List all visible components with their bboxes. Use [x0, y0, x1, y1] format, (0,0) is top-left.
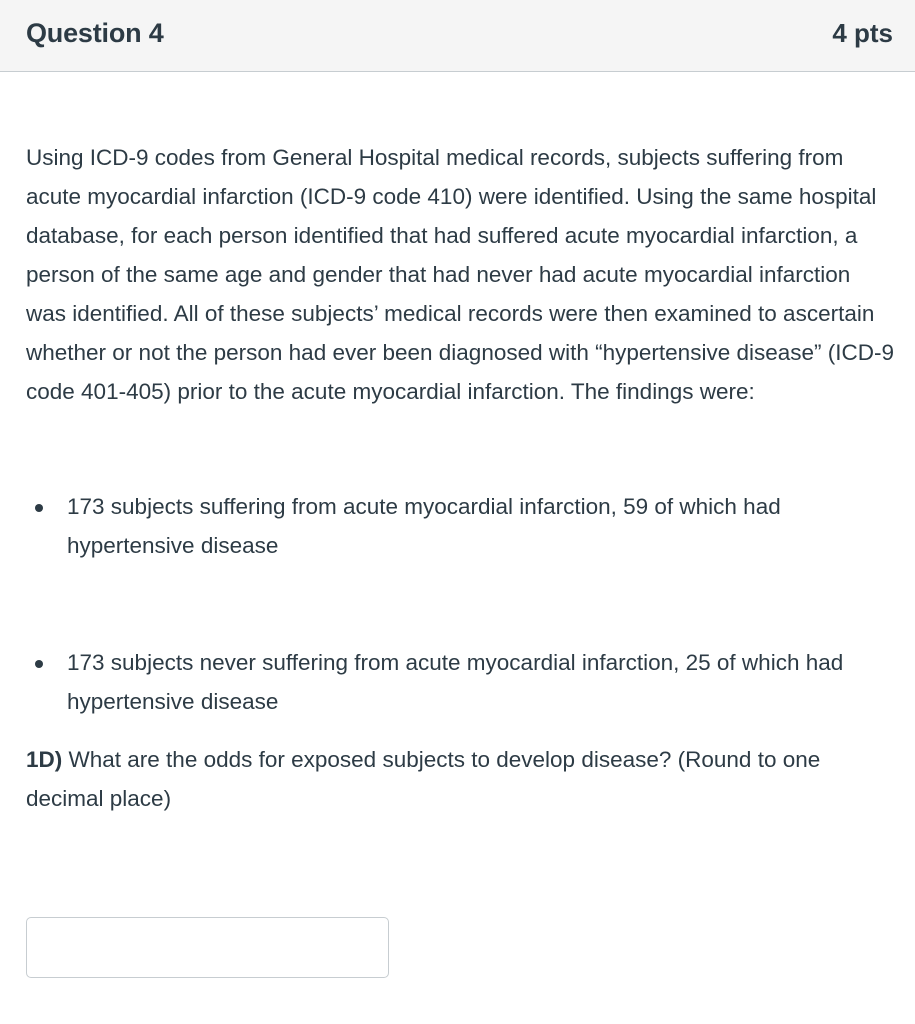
question-prompt-text: What are the odds for exposed subjects to develop disease? (Round to one decimal place) — [26, 747, 821, 811]
list-item: 173 subjects never suffering from acute myocardial infarction, 25 of which had hypertensive disease — [26, 643, 896, 721]
question-header — [0, 0, 915, 72]
findings-list — [26, 487, 896, 721]
question-title: Question 4 — [26, 18, 164, 48]
question-points: 4 pts — [832, 18, 893, 48]
answer-input[interactable] — [26, 917, 389, 978]
list-item: 173 subjects suffering from acute myocardial infarction, 59 of which had hypertensive disease — [26, 487, 896, 565]
question-paragraph: Using ICD-9 codes from General Hospital medical records, subjects suffering from acute myocardial infarction (ICD-9 code 410) were identified. Using the same hospital database, for each person identified that had suffered acute myocardial infarction, a person of the same age and gender that had never had acute myocardial infarction was identified. All of these subjects’ medical records were then examined to ascertain whether or not the person had ever been diagnosed with “hypertensive disease” (ICD-9 code 401-405) prior to the acute myocardial infarction. The findings were: — [26, 145, 894, 404]
question-prompt — [26, 740, 896, 818]
question-prompt-label: 1D) — [26, 747, 63, 772]
question-body — [26, 138, 896, 818]
